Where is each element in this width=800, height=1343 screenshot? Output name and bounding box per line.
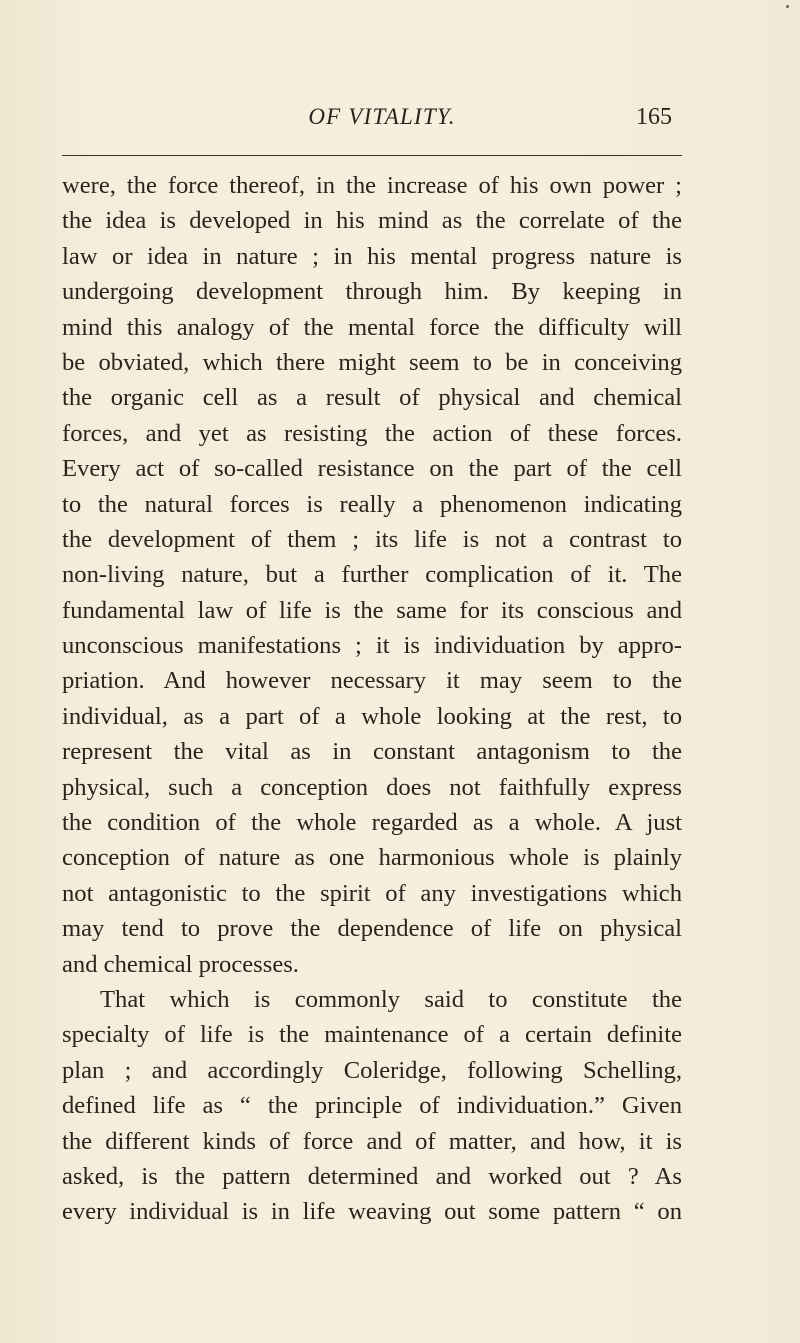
text-line: the organic cell as a result of physical and chemical: [62, 384, 682, 412]
text-line: be obviated, which there might seem to be in conceiving: [62, 348, 682, 376]
paragraph: [62, 168, 682, 982]
text-line: individual, as a part of a whole looking at the rest, to: [62, 702, 682, 730]
text-line: undergoing development through him. By keeping in: [62, 278, 682, 306]
ink-speck: [786, 5, 789, 8]
text-line: priation. And however necessary it may seem to the: [62, 667, 682, 695]
running-head: OF VITALITY.: [308, 104, 456, 129]
text-line: the idea is developed in his mind as the correlate of the: [62, 207, 682, 235]
body-text: [62, 168, 682, 1230]
text-line: to the natural forces is really a phenomenon indicating: [62, 490, 682, 518]
text-line: That which is commonly said to constitute the: [100, 985, 682, 1013]
text-line: the condition of the whole regarded as a whole. A just: [62, 809, 682, 837]
paragraph: [62, 982, 682, 1230]
text-line: were, the force thereof, in the increase of his own power ;: [62, 172, 682, 199]
text-line: law or idea in nature ; in his mental progress nature is: [62, 242, 682, 270]
text-line: forces, and yet as resisting the action of these forces.: [62, 419, 682, 447]
text-line: plan ; and accordingly Coleridge, following Schelling,: [62, 1056, 682, 1084]
text-line: specialty of life is the maintenance of a certain definite: [62, 1021, 682, 1049]
page-number: 165: [636, 104, 672, 130]
header-rule: [62, 155, 682, 156]
text-line: conception of nature as one harmonious whole is plainly: [62, 844, 682, 872]
text-line: not antagonistic to the spirit of any investigations which: [62, 879, 682, 907]
text-line: unconscious manifestations ; it is individuation by appro-: [62, 632, 682, 660]
page-header: [62, 104, 682, 140]
text-line: Every act of so-called resistance on the part of the cell: [62, 455, 682, 483]
text-line: physical, such a conception does not faithfully express: [62, 773, 682, 801]
text-line: the different kinds of force and of matter, and how, it is: [62, 1127, 682, 1155]
text-line: may tend to prove the dependence of life on physical: [62, 915, 682, 943]
text-line: asked, is the pattern determined and worked out ? As: [62, 1162, 682, 1190]
text-line: every individual is in life weaving out some pattern “ on: [62, 1198, 682, 1226]
text-line: non-living nature, but a further complication of it. The: [62, 561, 682, 589]
text-line: the development of them ; its life is not a contrast to: [62, 525, 682, 553]
text-line: and chemical processes.: [62, 950, 299, 978]
text-line: mind this analogy of the mental force the difficulty will: [62, 313, 682, 341]
text-line: represent the vital as in constant antagonism to the: [62, 738, 682, 766]
text-line: defined life as “ the principle of individuation.” Given: [62, 1092, 682, 1120]
text-line: fundamental law of life is the same for its conscious and: [62, 596, 682, 624]
